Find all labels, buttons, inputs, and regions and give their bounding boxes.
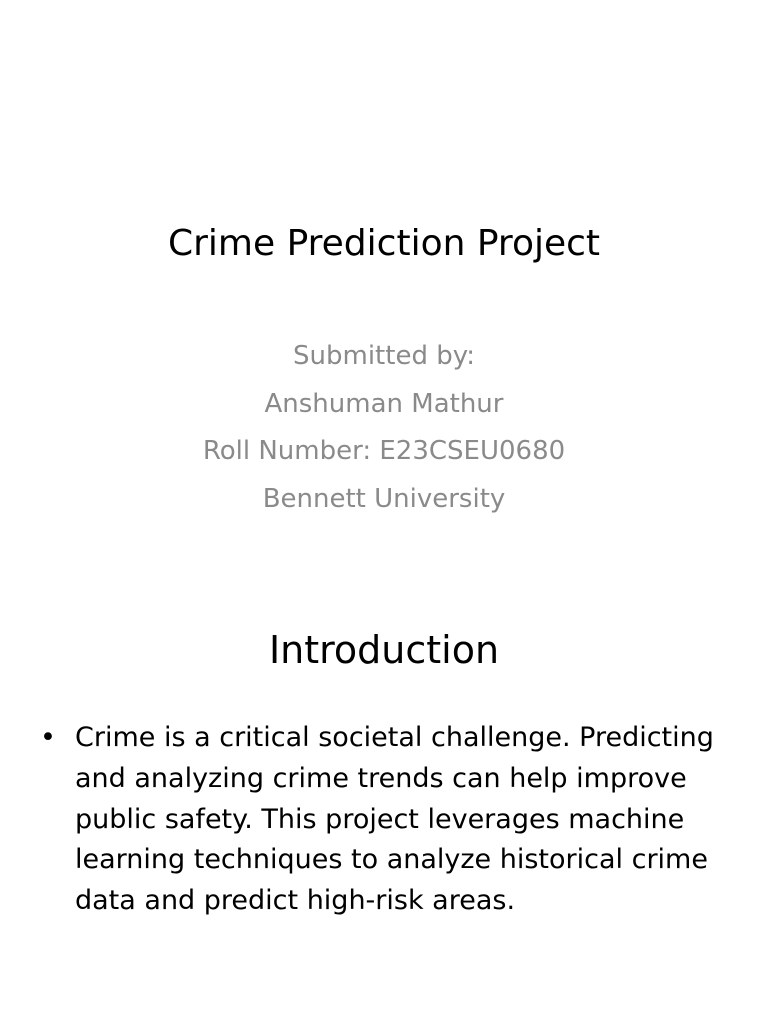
roll-number: Roll Number: E23CSEU0680	[202, 436, 566, 466]
university-name: Bennett University	[262, 483, 506, 514]
author-name: Anshuman Mathur	[264, 388, 504, 419]
slide-subtitle	[0, 333, 768, 523]
bullet-icon: •	[40, 722, 56, 753]
bullet-item	[40, 718, 730, 922]
bullet-list	[40, 718, 730, 922]
submitted-by-label: Submitted by:	[293, 341, 475, 371]
bullet-text: Crime is a critical societal challenge. Predicting and analyzing crime trends can help improve public safety. This project leverages machine learning techniques to analyze historical crime data and predict high-risk areas.	[75, 722, 714, 917]
slide-title: Crime Prediction Project	[167, 223, 601, 264]
section-heading: Introduction	[268, 628, 500, 672]
